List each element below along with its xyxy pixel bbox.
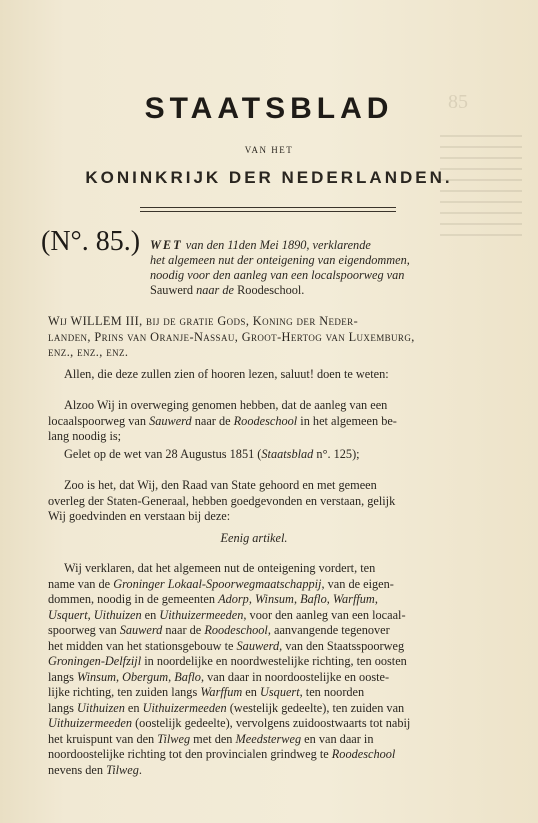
law-heading (150, 238, 470, 298)
preamble-paragraph: Alzoo Wij in overweging genomen hebben, dat de aanleg van een locaalspoorweg van Sauwerd naar de Roodeschool in het algemeen be- lang noodig is; (48, 398, 397, 443)
legal-basis-paragraph: Gelet op de wet van 28 Augustus 1851 (Staatsblad n°. 125); (64, 447, 360, 461)
law-heading-line: het algemeen nut der onteigening van eigendommen, (150, 253, 410, 267)
header-rule-thin (140, 211, 396, 212)
law-keyword: WET (150, 238, 183, 252)
publication-subtitle: VAN HET (244, 145, 294, 155)
article-body: Wij verklaren, dat het algemeen nut de onteigening vordert, ten name van de Groninger Lokaal-Spoorwegmaatschappij, van de eigen- dommen, noodig in de gemeenten Adorp, Winsum, Baflo, Warffum, Usquert, Uithuizen en Uithuizermeeden, voor den aanleg van een locaal- spoorweg van Sauwerd naar de Roodeschool, aanvangende tegenover het midden van het stationsgebouw te Sauwerd, van den Staatsspoorweg Groningen-Delfzijl in noordelijke en noordwestelijke richting, ten oosten langs Winsum, Obergum, Baflo, van daar in noordoostelijke en ooste- lijke richting, ten zuiden langs Warffum en Usquert, ten noorden langs Uithuizen en Uithuizermeeden (westelijk gedeelte), ten zuiden van Uithuizermeeden (oostelijk gedeelte), vervolgens zuidoostwaarts tot nabij het kruispunt van den Tilweg met den Meedsterweg en van daar in noordoostelijke richting tot den provincialen grindweg te Roodeschool nevens den Tilweg. (48, 561, 411, 777)
publication-title: STAATSBLAD (144, 92, 394, 125)
law-heading-line: Sauwerd naar de Roodeschool. (150, 283, 305, 297)
law-heading-line: noodig voor den aanleg van een localspoorweg van (150, 268, 405, 282)
issue-number: (N°. 85.) (41, 226, 141, 257)
header-rule (140, 207, 396, 208)
council-paragraph: Zoo is het, dat Wij, den Raad van State gehoord en met gemeen overleg der Staten-Generaal, hebben goedgevonden en verstaan, gelijk Wij goedvinden en verstaan bij deze: (48, 478, 396, 523)
royal-decree-intro: Wij WILLEM III, bij de gratie Gods, Koning der Neder- landen, Prins van Oranje-Nassau, Groot-Hertog van Luxemburg, enz., enz., enz. (48, 314, 415, 359)
ghost-page-number: 85 (448, 91, 468, 113)
law-heading-line: van den 11den Mei 1890, verklarende (185, 238, 371, 252)
greeting: Allen, die deze zullen zien of hooren lezen, saluut! doen te weten: (64, 367, 389, 381)
kingdom-name: KONINKRIJK DER NEDERLANDEN. (85, 168, 453, 187)
article-title: Eenig artikel. (220, 531, 288, 545)
